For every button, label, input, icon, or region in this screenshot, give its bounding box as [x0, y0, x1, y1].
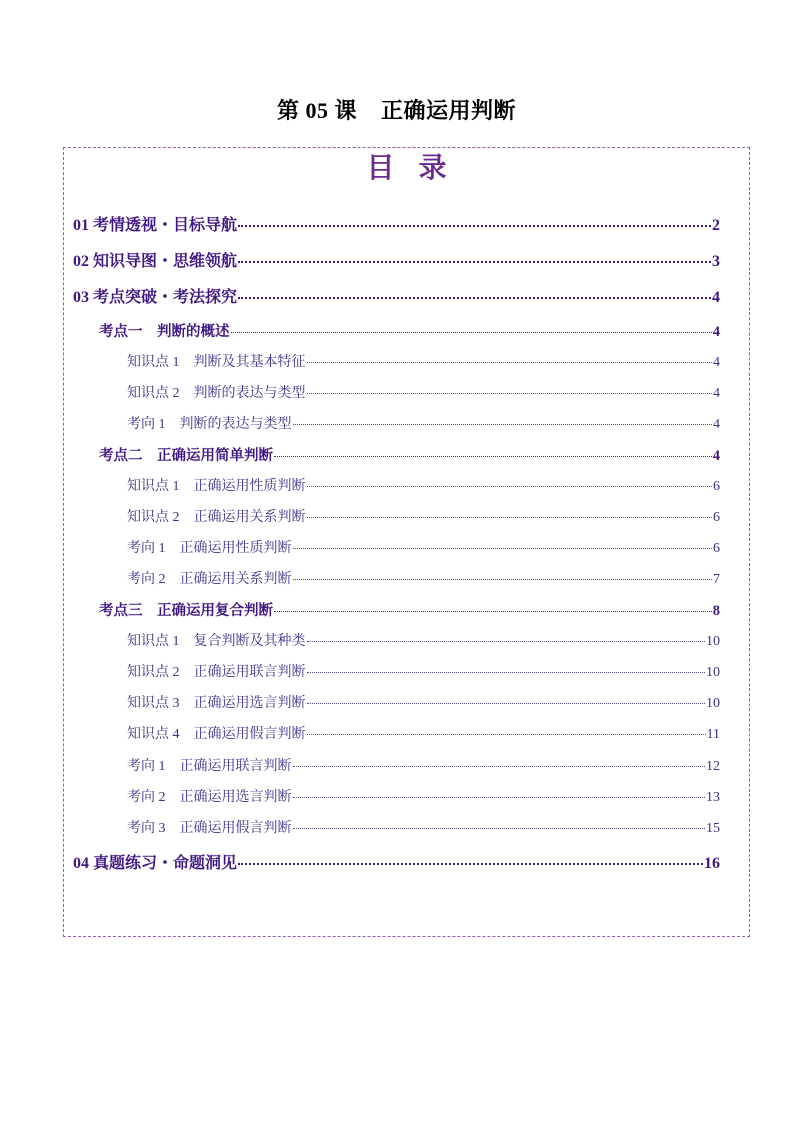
toc-dot-leader [293, 797, 706, 798]
toc-entry[interactable] [127, 475, 720, 495]
toc-dot-leader [307, 734, 706, 735]
toc-heading: 目录 [366, 151, 471, 184]
toc-entry-label: 考向 1 判断的表达与类型 [127, 417, 292, 432]
toc-dot-leader [307, 517, 713, 518]
toc-dot-leader [293, 766, 706, 767]
toc-dot-leader [293, 548, 713, 549]
toc-entry[interactable] [127, 817, 720, 837]
toc-entry[interactable] [99, 599, 720, 620]
toc-entry-page: 16 [704, 855, 720, 872]
toc-entry-label: 知识点 1 复合判断及其种类 [127, 634, 306, 649]
toc-entry-label: 01 考情透视・目标导航 [73, 217, 238, 234]
toc-dot-leader [238, 297, 711, 299]
toc-entry-label: 知识点 1 判断及其基本特征 [127, 355, 306, 370]
toc-entry-label: 知识点 2 正确运用关系判断 [127, 510, 306, 525]
page-title: 第 05 课 正确运用判断 [276, 98, 516, 123]
toc-entry-page: 8 [712, 603, 720, 619]
toc-entry[interactable] [73, 248, 720, 271]
toc-entry-page: 13 [706, 790, 720, 805]
toc-dot-leader [238, 225, 711, 227]
toc-entry[interactable] [127, 568, 720, 588]
toc-dot-leader [293, 424, 713, 425]
toc-entry-page: 11 [706, 727, 720, 742]
toc-entry-page: 4 [712, 448, 720, 464]
toc-entry-page: 12 [706, 759, 720, 774]
toc-entry-label: 04 真题练习・命题洞见 [73, 855, 238, 872]
toc-dot-leader [307, 393, 713, 394]
toc-entry-page: 10 [706, 696, 720, 711]
toc-entry-label: 知识点 1 正确运用性质判断 [127, 479, 306, 494]
toc-entry-label: 02 知识导图・思维领航 [73, 253, 238, 270]
toc-entry-page: 4 [712, 324, 720, 340]
toc-entry[interactable] [127, 351, 720, 371]
toc-entry[interactable] [127, 755, 720, 775]
toc-entry-page: 3 [712, 253, 720, 270]
toc-entry-page: 10 [706, 665, 720, 680]
toc-entry-label: 考向 1 正确运用性质判断 [127, 541, 292, 556]
toc-entry-page: 10 [706, 634, 720, 649]
toc-entry[interactable] [127, 413, 720, 433]
toc-entry-label: 考向 1 正确运用联言判断 [127, 759, 292, 774]
toc-entry[interactable] [127, 786, 720, 806]
toc-entry-label: 知识点 2 判断的表达与类型 [127, 386, 306, 401]
toc-entry-page: 4 [713, 355, 720, 370]
toc-dot-leader [307, 641, 706, 642]
table-of-contents [63, 147, 750, 937]
toc-dot-leader [307, 703, 706, 704]
toc-entry-label: 知识点 3 正确运用选言判断 [127, 696, 306, 711]
toc-entry-page: 15 [706, 821, 720, 836]
toc-entry-label: 03 考点突破・考法探究 [73, 289, 238, 306]
toc-dot-leader [307, 672, 706, 673]
toc-entry-page: 7 [713, 572, 720, 587]
toc-entry[interactable] [127, 506, 720, 526]
toc-entry[interactable] [127, 382, 720, 402]
toc-dot-leader [238, 863, 703, 865]
toc-dot-leader [274, 611, 712, 612]
toc-dot-leader [293, 828, 706, 829]
toc-entry[interactable] [127, 692, 720, 712]
toc-entry[interactable] [73, 212, 720, 235]
toc-entry[interactable] [127, 537, 720, 557]
toc-entry[interactable] [73, 850, 720, 873]
toc-entry-page: 4 [712, 289, 720, 306]
toc-dot-leader [274, 456, 712, 457]
toc-dot-leader [307, 486, 713, 487]
toc-entry[interactable] [99, 444, 720, 465]
toc-entry-label: 考点一 判断的概述 [99, 324, 230, 340]
toc-entry-label: 考向 3 正确运用假言判断 [127, 821, 292, 836]
toc-entry-page: 6 [713, 479, 720, 494]
toc-dot-leader [307, 362, 713, 363]
toc-entry-label: 考向 2 正确运用选言判断 [127, 790, 292, 805]
toc-dot-leader [231, 332, 712, 333]
toc-entry-page: 4 [713, 386, 720, 401]
toc-dot-leader [293, 579, 713, 580]
toc-entry-label: 考向 2 正确运用关系判断 [127, 572, 292, 587]
toc-entry-page: 2 [712, 217, 720, 234]
toc-entry-label: 考点二 正确运用简单判断 [99, 448, 273, 464]
toc-entry-page: 4 [713, 417, 720, 432]
toc-entry-page: 6 [713, 541, 720, 556]
toc-entry-label: 知识点 2 正确运用联言判断 [127, 665, 306, 680]
toc-entry[interactable] [73, 284, 720, 307]
toc-entry-label: 知识点 4 正确运用假言判断 [127, 727, 306, 742]
toc-dot-leader [238, 261, 711, 263]
toc-entry[interactable] [127, 630, 720, 650]
toc-entry-label: 考点三 正确运用复合判断 [99, 603, 273, 619]
toc-entry[interactable] [127, 723, 720, 743]
toc-entry-page: 6 [713, 510, 720, 525]
toc-entry[interactable] [99, 320, 720, 341]
toc-entry[interactable] [127, 661, 720, 681]
